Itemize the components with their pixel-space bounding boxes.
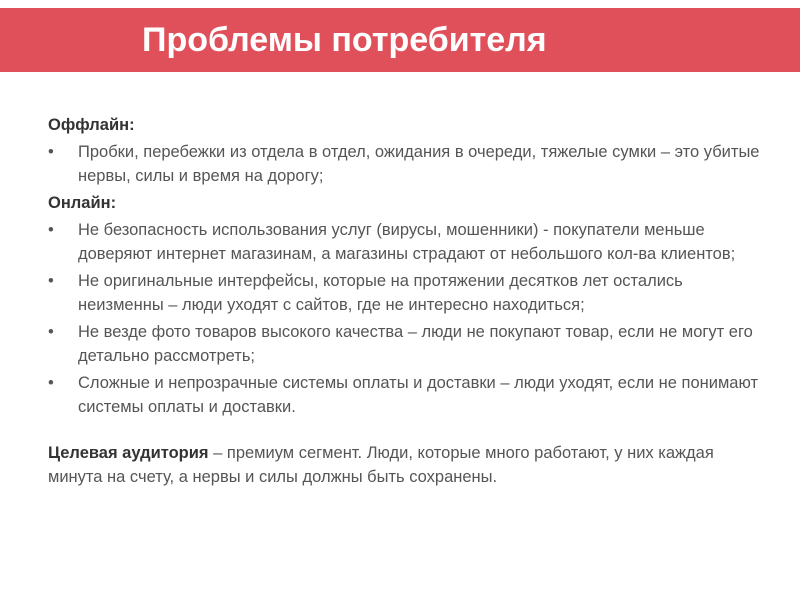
bullet-icon: • [48,323,54,341]
online-heading: Онлайн: [48,194,117,212]
list-item [48,140,768,188]
list-item-text: Не безопасность использования услуг (вирусы, мошенники) - покупатели меньше доверяют интернет магазинам, а магазины страдают от небольшого кол-ва клиентов; [78,221,736,263]
list-item-text: Сложные и непрозрачные системы оплаты и доставки – люди уходят, если не понимают системы оплаты и доставки. [78,374,759,416]
slide-content [48,113,768,489]
slide-title: Проблемы потребителя [142,21,547,59]
list-item-text: Не везде фото товаров высокого качества – люди не покупают товар, если не могут его детально рассмотреть; [78,323,753,365]
list-item [48,320,768,368]
spacer [48,422,768,441]
target-audience-text: – премиум сегмент. Люди, которые много работают, у них каждая минута на счету, а нервы и силы должны быть сохранены. [48,444,714,486]
list-item-text: Не оригинальные интерфейсы, которые на протяжении десятков лет остались неизменны – люди уходят с сайтов, где не интересно находиться; [78,272,683,314]
list-item [48,218,768,266]
offline-heading: Оффлайн: [48,116,135,134]
list-item-text: Пробки, перебежки из отдела в отдел, ожидания в очереди, тяжелые сумки – это убитые нервы, силы и время на дорогу; [78,143,760,185]
offline-list [48,140,768,188]
bullet-icon: • [48,143,54,161]
bullet-icon: • [48,221,54,239]
target-audience-label: Целевая аудитория [48,444,209,462]
target-audience-paragraph [48,441,768,489]
online-list [48,218,768,419]
list-item [48,371,768,419]
bullet-icon: • [48,374,54,392]
list-item [48,269,768,317]
bullet-icon: • [48,272,54,290]
